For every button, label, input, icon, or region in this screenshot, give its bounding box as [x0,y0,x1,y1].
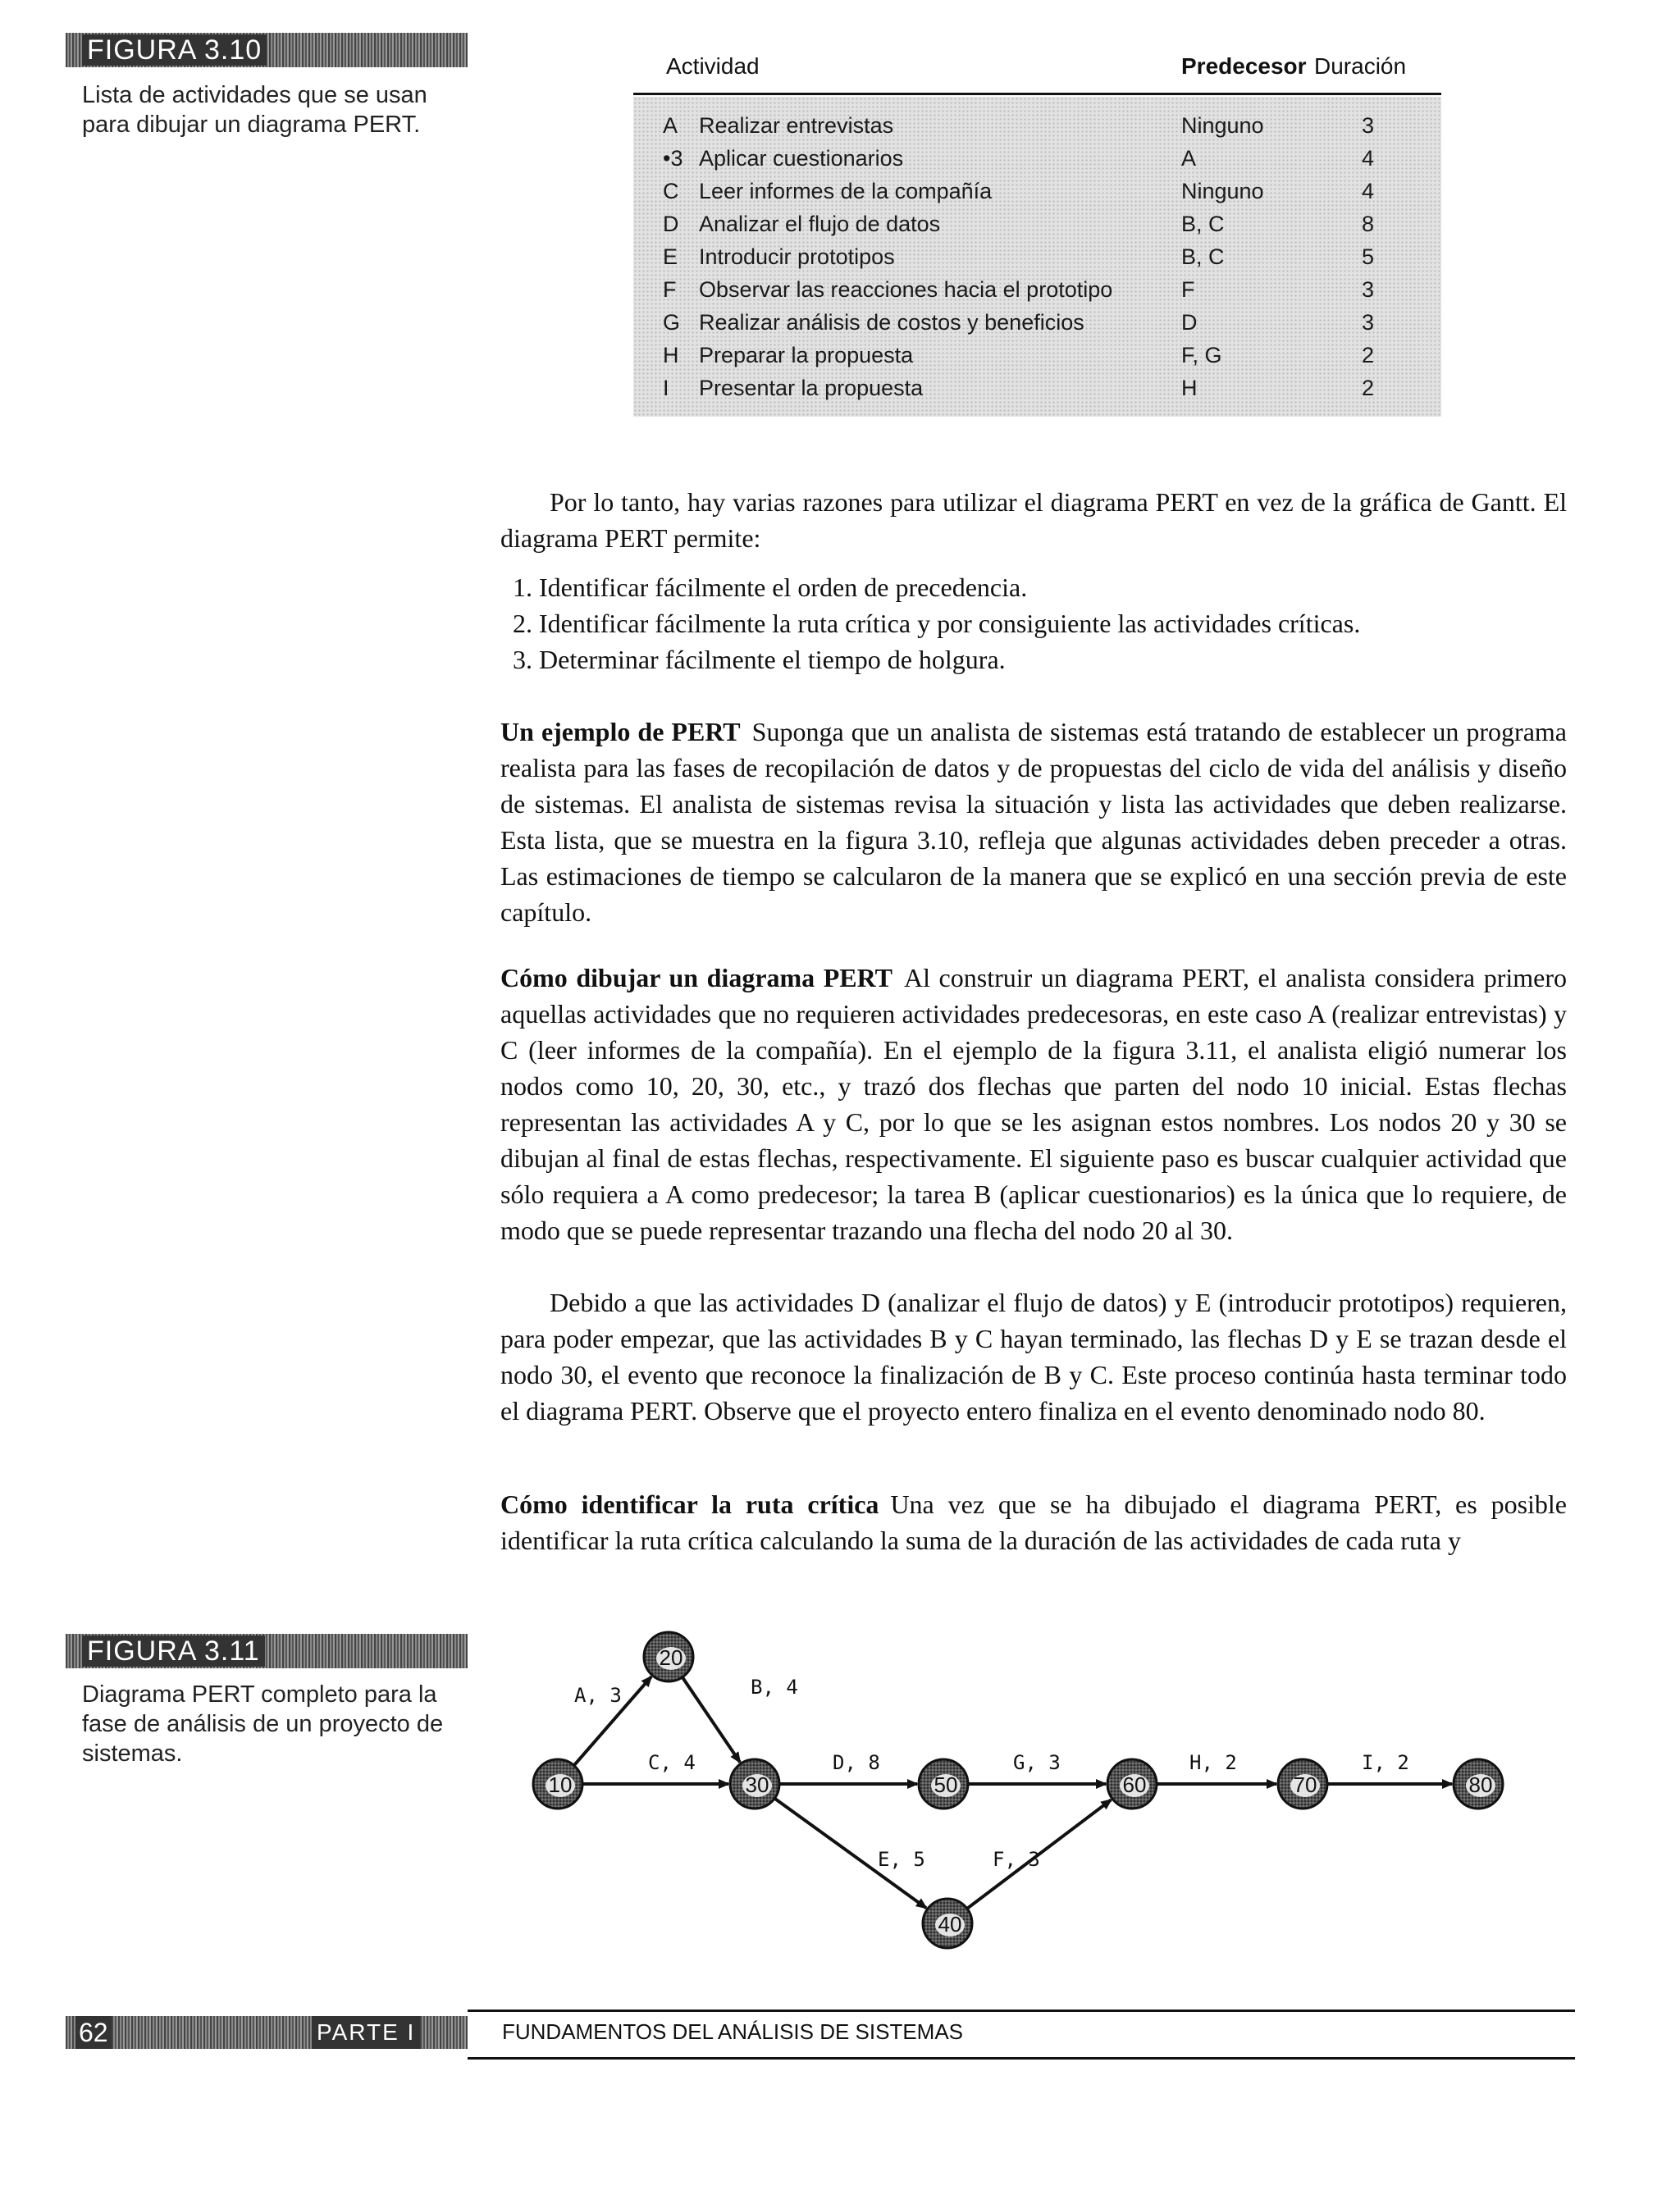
node-50 [919,1759,968,1809]
header-rule [633,93,1441,95]
list-item: 2. Identificar fácilmente la ruta crítica y por consiguiente las actividades críticas. [513,609,1361,638]
row-id: G [663,310,681,335]
figure-310-tag-label: FIGURA 3.10 [82,34,267,66]
draw-pert-section [500,960,1567,1248]
row-desc: Presentar la propuesta [699,376,924,400]
row-desc: Aplicar cuestionarios [699,146,904,171]
table-row [633,142,1441,175]
header-activity: Actividad [666,53,760,79]
list-item: 1. Identificar fácilmente el orden de precedencia. [513,573,1028,602]
figure-311-tag-label: FIGURA 3.11 [82,1635,265,1667]
nodes-layer [533,1632,1503,1948]
node-label: 60 [1122,1772,1147,1797]
row-pred: B, C [1181,244,1225,269]
table-row [633,372,1441,404]
node-10 [533,1759,582,1809]
figure-311-tag [66,1634,468,1668]
section-text: Al construir un diagrama PERT, el analista considera primero aquellas actividades que no requieren actividades predecesoras, en este caso A (realizar entrevistas) y C (leer informes de la compañía). En el ejemplo de la figura 3.11, el analista eligió numerar los nodos como 10, 20, 30, etc., y trazó dos flechas que parten del nodo 10 inicial. Estas flechas representan las actividades A y C, por lo que se les asignan estos nombres. Los nodos 20 y 30 se dibujan al final de estas flechas, respectivamente. El siguiente paso es buscar cualquier actividad que sólo requiera a A como predecesor; la tarea B (aplicar cuestionarios) es la única que lo requiere, de modo que se puede representar trazando una flecha del nodo 20 al 30. [500,963,1567,1245]
section-text: Suponga que un analista de sistemas está tratando de establecer un programa realista para las fases de recopilación de datos y de propuestas del ciclo de vida del análisis y diseño de sistemas. El analista de sistemas revisa la situación y lista las actividades que deben realizarse. Esta lista, que se muestra en la figura 3.10, refleja que algunas actividades deben preceder a otras. Las estimaciones de tiempo se calcularon de la manera que se explicó en una sección previa de este capítulo. [500,717,1568,927]
row-pred: F, G [1181,343,1222,367]
row-dur: 2 [1362,343,1375,367]
table-header [633,45,1441,90]
part-label: PARTE I [312,2016,420,2049]
node-label: 70 [1293,1772,1317,1797]
row-desc: Leer informes de la compañía [699,179,993,203]
row-id: F [663,277,677,302]
row-id: E [663,244,678,269]
row-dur: 3 [1362,277,1375,302]
list-item: 3. Determinar fácilmente el tiempo de holgura. [513,645,1006,674]
header-duration: Duración [1314,53,1407,79]
table-row [633,240,1441,273]
draw-pert-section-continued: Debido a que las actividades D (analizar el flujo de datos) y E (introducir prototipos) requieren, para poder empezar, que las actividades B y C hayan terminado, las flechas D y E se trazan desde el nodo 30, el evento que reconoce la finalización de B y C. Este proceso continúa hasta terminar todo el diagrama PERT. Observe que el proyecto entero finaliza en el evento denominado nodo 80. [500,1288,1567,1426]
figure-310-tag [66,33,468,67]
figure-311-caption: Diagrama PERT completo para la fase de análisis de un proyecto de sistemas. [82,1681,444,1767]
footer-rule-bottom [468,2057,1575,2060]
edge-label: G, 3 [1013,1751,1061,1774]
edge-20-30 [682,1677,740,1763]
row-id: C [663,179,679,203]
row-dur: 4 [1362,179,1375,203]
table-row [633,339,1441,372]
section-heading: Cómo dibujar un diagrama PERT [500,963,892,992]
pert-example-section [500,714,1567,930]
edge-label: A, 3 [574,1684,622,1707]
activity-table [633,45,1441,400]
critical-path-section [500,1486,1567,1558]
node-label: 50 [934,1772,958,1797]
footer-rule-top [468,2010,1575,2012]
row-id: •3 [663,146,683,171]
intro-paragraph: Por lo tanto, hay varias razones para utilizar el diagrama PERT en vez de la gráfica de Gantt. El diagrama PERT permite: [500,487,1567,553]
row-dur: 2 [1362,376,1375,400]
page-number: 62 [75,2016,112,2049]
table-row [633,208,1441,240]
node-70 [1278,1759,1327,1809]
row-desc: Analizar el flujo de datos [699,212,941,236]
node-20 [644,1632,693,1681]
row-desc: Realizar análisis de costos y beneficios [699,310,1084,335]
row-id: I [663,376,669,400]
edge-label: D, 8 [833,1751,880,1774]
row-id: D [663,212,679,236]
row-pred: F [1181,277,1195,302]
edge-label: C, 4 [648,1751,696,1774]
node-60 [1107,1759,1157,1809]
node-label: 30 [745,1772,769,1797]
row-pred: D [1181,310,1198,335]
row-id: A [663,113,678,138]
figure-310-caption: Lista de actividades que se usan para dibujar un diagrama PERT. [82,82,427,138]
table-row [633,175,1441,208]
row-desc: Observar las reacciones hacia el prototipo [699,277,1113,302]
row-desc: Preparar la propuesta [699,343,914,367]
advantages-list [513,569,1360,677]
edge-label: F, 3 [993,1848,1040,1871]
node-30 [730,1759,779,1809]
node-label: 10 [548,1772,573,1797]
row-pred: A [1181,146,1197,171]
node-40 [923,1899,972,1948]
row-dur: 4 [1362,146,1375,171]
row-dur: 3 [1362,113,1375,138]
pert-diagram [517,1620,1534,1964]
edge-label: H, 2 [1189,1751,1237,1774]
node-label: 40 [938,1912,962,1937]
node-80 [1454,1759,1503,1809]
section-heading: Cómo identificar la ruta crítica [500,1489,879,1519]
section-heading: Un ejemplo de PERT [500,717,741,746]
row-desc: Introducir prototipos [699,244,895,269]
row-pred: H [1181,376,1198,400]
table-row [633,306,1441,339]
footer-section-title: FUNDAMENTOS DEL ANÁLISIS DE SISTEMAS [502,2019,964,2044]
row-pred: Ninguno [1181,113,1264,138]
table-row [633,109,1441,142]
edge-label: I, 2 [1362,1751,1409,1774]
row-dur: 3 [1362,310,1375,335]
row-dur: 8 [1362,212,1375,236]
table-body [633,97,1441,417]
row-id: H [663,343,679,367]
node-label: 20 [659,1645,683,1670]
node-label: 80 [1468,1772,1493,1797]
header-predecessor: Predecesor [1181,53,1307,79]
row-desc: Realizar entrevistas [699,113,894,138]
row-pred: B, C [1181,212,1225,236]
section-text: Una vez que se ha dibujado el diagrama PERT, es posible identificar la ruta crítica calculando la suma de la duración de las actividades de cada ruta y [500,1489,1568,1555]
table-row [633,273,1441,306]
row-dur: 5 [1362,244,1375,269]
row-pred: Ninguno [1181,179,1264,203]
edge-label: E, 5 [878,1848,925,1871]
edge-label: B, 4 [751,1676,798,1699]
